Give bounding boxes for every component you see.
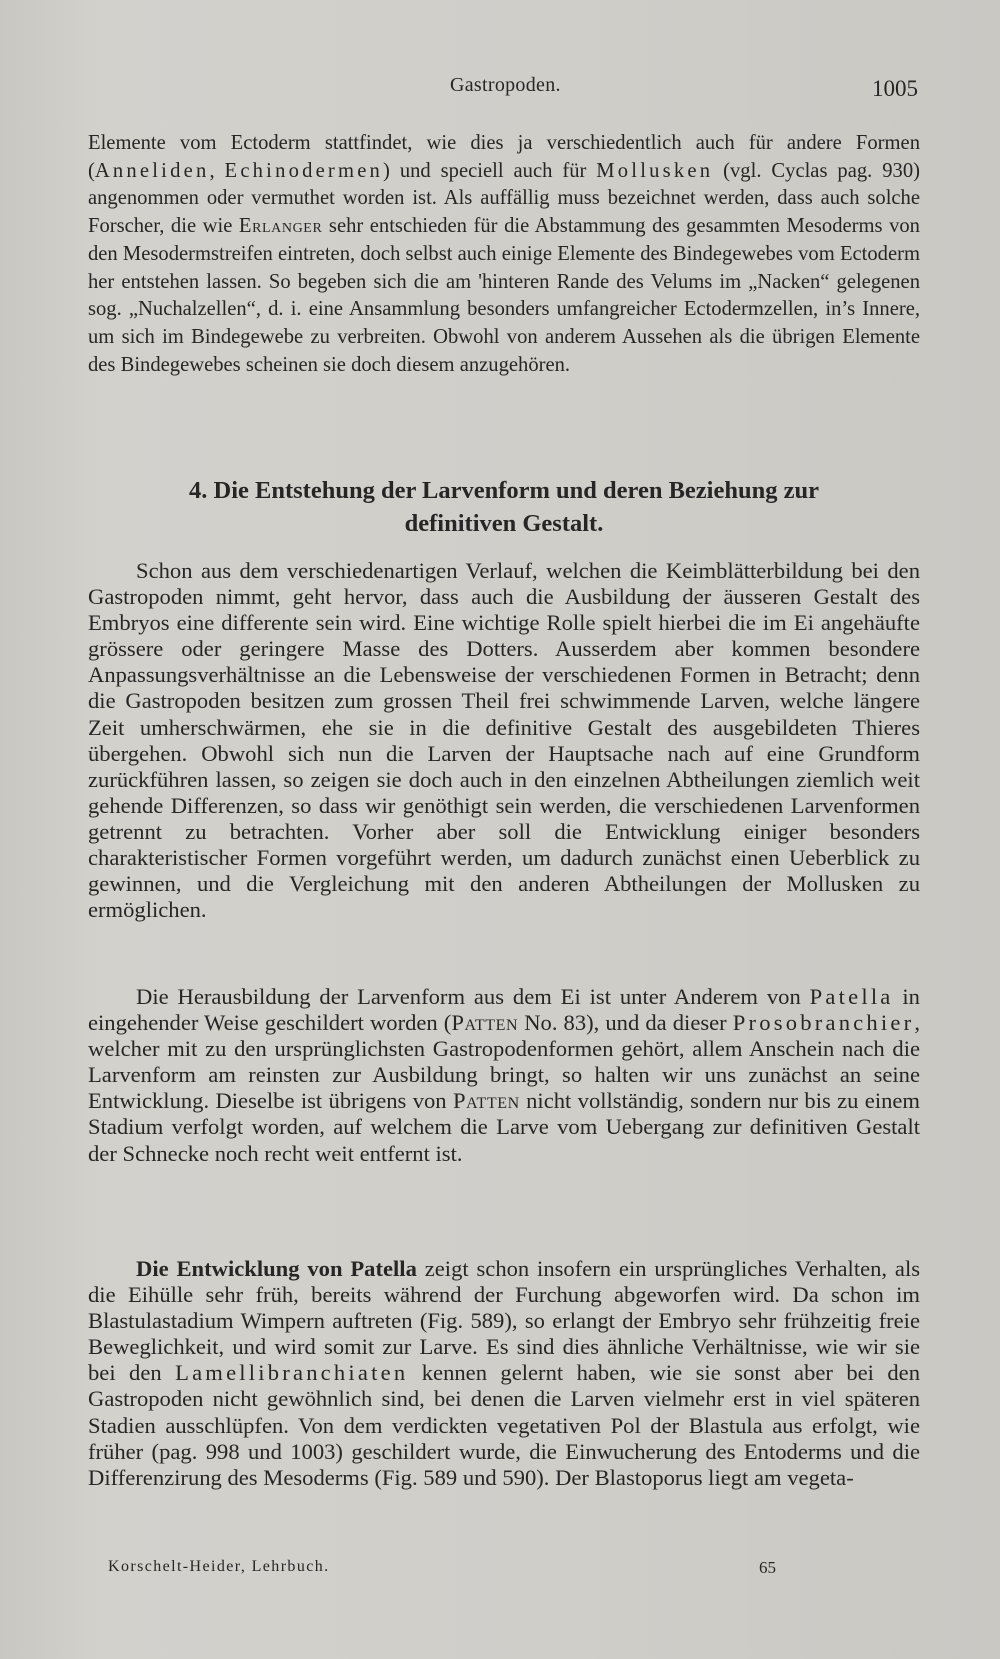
page-number: 1005: [872, 76, 918, 101]
printer-signature: 65: [759, 1558, 776, 1577]
paragraph-patella-formation: [88, 984, 920, 1167]
emphasis-lamellibranchiaten: Lamellibranchiaten: [175, 1360, 409, 1386]
footer-book-title: Korschelt-Heider, Lehrbuch.: [108, 1558, 330, 1575]
paragraph-ectoderm-elements: [88, 130, 920, 379]
emphasis-patella: Patella: [809, 984, 894, 1009]
author-patten: Patten: [452, 1088, 520, 1114]
text-run: , welcher mit zu den ursprünglichsten Gastropodenformen gehört, allem Anschein nach die Larvenform am reinsten zur Ausbildung bringt, so halten wir uns zunächst an seine Entwicklung. Dieselbe ist übrigens von: [88, 1010, 920, 1114]
text-run: No. 83), und da dieser: [518, 1010, 733, 1036]
text-run: ,: [209, 159, 225, 182]
emphasis-echinodermen: Echinodermen: [224, 159, 384, 182]
paragraph-patella-development: [88, 1256, 920, 1491]
running-header: [0, 74, 1000, 108]
emphasis-prosobranchier: Prosobranchier: [732, 1010, 915, 1036]
page-footer: [0, 1558, 1000, 1588]
author-erlanger: Erlanger: [238, 215, 323, 238]
text-run: sehr entschieden für die Abstammung des gesammten Mesoderms von den Mesodermstreifen eintreten, doch selbst auch einige Elemente des Bindegewebes vom Ectoderm her entstehen lassen. So begeben sich die am 'hinteren Rande des Velums im „Nacken“ gelegenen sog. „Nuchalzellen“, d. i. eine Ansammlung besonders umfangreicher Ectodermzellen, in’s Innere, um sich im Bindegewebe zu verbreiten. Obwohl von anderem Aussehen als die übrigen Elemente des Bindegewebes scheinen sie doch diesem anzugehören.: [88, 215, 920, 376]
emphasis-anneliden: Anneliden: [94, 159, 210, 182]
heading-line-2: definitiven Gestalt.: [404, 510, 604, 537]
text-run: (vgl. Cyclas pag. 930) angenommen oder vermuthet worden ist. Als auffällig muss bezeichnet werden, dass auch solche Forscher, die wie: [88, 159, 920, 238]
text-run: in eingehender Weise geschildert worden (: [88, 984, 920, 1036]
section-heading: [88, 474, 920, 540]
heading-line-1: 4. Die Entstehung der Larvenform und deren Beziehung zur: [189, 477, 819, 504]
author-patten: Patten: [451, 1010, 519, 1036]
emphasis-mollusken: Mollusken: [596, 159, 714, 182]
text-run: Elemente vom Ectoderm stattfindet, wie dies ja verschiedentlich auch für andere Formen (: [88, 132, 920, 182]
text-run: kennen gelernt haben, wie sie sonst aber bei den Gastropoden nicht gewöhnlich sind, bei denen die Larven vielmehr erst in viel späteren Stadien ausschlüpfen. Von dem verdickten vegetativen Pol der Blastula aus erfolgt, wie früher (pag. 998 und 1003) geschildert wurde, die Einwucherung des Entoderms und die Differenzirung des Mesoderms (Fig. 589 und 590). Der Blastoporus liegt am vegeta-: [88, 1360, 920, 1490]
text-run: ) und speciell auch für: [383, 159, 597, 182]
text-run: nicht vollständig, sondern nur bis zu einem Stadium verfolgt worden, auf welchem die Larve vom Uebergang zur definitiven Gestalt der Schnecke noch recht weit entfernt ist.: [88, 1088, 921, 1166]
paragraph-larval-form-intro: Schon aus dem verschiedenartigen Verlauf, welchen die Keimblätterbildung bei den Gastropoden nimmt, geht hervor, dass auch die Ausbildung der äusseren Gestalt des Embryos eine differente sein wird. Eine wichtige Rolle spielt hierbei die im Ei angehäufte grössere oder geringere Masse des Dotters. Ausserdem aber kommen besondere Anpassungsverhältnisse an die Lebensweise der verschiedenen Formen in Betracht; denn die Gastropoden besitzen zum grossen Theil frei schwimmende Larven, welche längere Zeit umherschwärmen, ehe sie in die definitive Gestalt des ausgebildeten Thieres übergehen. Obwohl sich nun die Larven der Hauptsache nach auf eine Grundform zurückführen lassen, so zeigen sie doch auch in den einzelnen Abtheilungen ziemlich weit gehende Differenzen, so dass wir genöthigt sein werden, die verschiedenen Larvenformen getrennt zu betrachten. Vorher aber soll die Entwicklung einiger besonders charakteristischer Formen vorgeführt werden, um dadurch zunächst einen Ueberblick zu gewinnen, und die Vergleichung mit den anderen Abtheilungen der Mollusken zu ermöglichen.: [88, 558, 920, 923]
text-run: Die Herausbildung der Larvenform aus dem Ei ist unter Anderem von: [136, 984, 810, 1009]
running-title: Gastropoden.: [450, 74, 561, 96]
text-run: zeigt schon insofern ein ursprüngliches Verhalten, als die Eihülle sehr früh, bereits während der Furchung abgeworfen wird. Da schon im Blastulastadium Wimpern auftreten (Fig. 589), so erlangt der Embryo sehr frühzeitig freie Beweglichkeit, und wird somit zur Larve. Es sind dies ähnliche Verhältnisse, wie wir sie bei den: [88, 1256, 921, 1386]
run-in-heading: Die Entwicklung von Patella: [136, 1256, 417, 1281]
